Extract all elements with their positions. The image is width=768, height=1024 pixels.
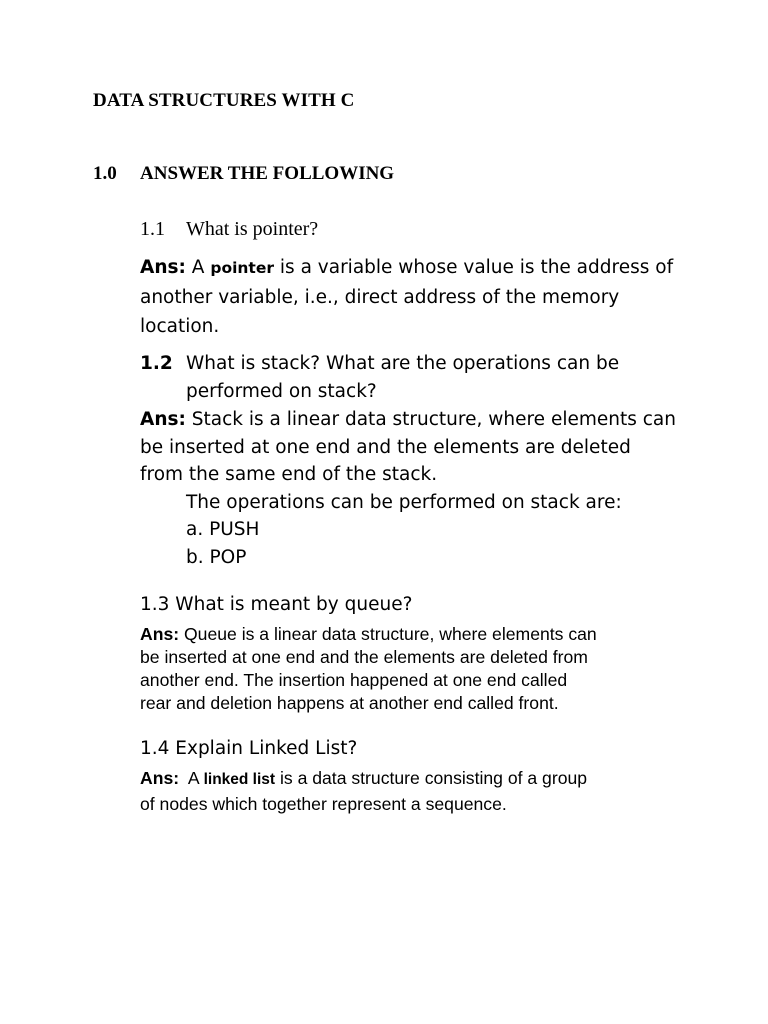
stack-operation-push: a. PUSH (186, 519, 260, 540)
question-2-text-line-2: performed on stack? (186, 381, 377, 402)
question-3-text: 1.3 What is meant by queue? (140, 594, 413, 615)
answer-2-line-1 (140, 406, 700, 434)
answer-3-line-1-rest: Queue is a linear data structure, where elements can (184, 624, 597, 644)
answer-3-line-1 (140, 623, 700, 646)
question-2-number: 1.2 (140, 353, 173, 374)
section-number: 1.0 (93, 163, 117, 184)
answer-4-line-1-rest: is a data structure consisting of a group (279, 768, 588, 788)
answer-3-line-3: another end. The insertion happened at one end called (140, 670, 568, 690)
answer-2-line-2: be inserted at one end and the elements are deleted (140, 436, 631, 458)
answer-1-line-3: location. (140, 316, 220, 337)
question-1-text: What is pointer? (186, 218, 319, 240)
answer-4-line-1 (140, 766, 700, 792)
answer-3 (140, 623, 700, 715)
answer-1-line-1-rest: is a variable whose value is the address of (279, 257, 674, 278)
answer-1-line-2: another variable, i.e., direct address of the memory (140, 287, 620, 308)
question-4-text: 1.4 Explain Linked List? (140, 738, 358, 759)
answer-3-line-2: be inserted at one end and the elements are deleted from (140, 647, 588, 667)
stack-operations-intro: The operations can be performed on stack are: (186, 491, 622, 513)
answer-label: Ans: (140, 768, 180, 788)
answer-4-line-2: of nodes which together represent a sequence. (140, 794, 507, 814)
answer-4-term: linked list (203, 771, 276, 788)
question-2-line-1 (140, 350, 700, 378)
question-1-number: 1.1 (140, 218, 165, 240)
answer-1-line-1 (140, 253, 700, 283)
stack-operation-pop: b. POP (186, 546, 247, 568)
answer-3-line-4: rear and deletion happens at another end called front. (140, 693, 559, 713)
answer-label: Ans: (140, 409, 186, 430)
answer-2 (140, 406, 700, 571)
answer-4-article: A (187, 768, 199, 788)
answer-label: Ans: (140, 257, 186, 278)
answer-2-line-3: from the same end of the stack. (140, 464, 438, 485)
section-title: ANSWER THE FOLLOWING (140, 163, 395, 184)
answer-1-term: pointer (210, 259, 275, 277)
document-title: DATA STRUCTURES WITH C (93, 90, 355, 111)
answer-label: Ans: (140, 624, 180, 644)
answer-2-line-1-rest: Stack is a linear data structure, where elements can (191, 409, 676, 430)
question-2 (140, 350, 700, 406)
answer-4 (140, 766, 700, 816)
answer-1 (140, 253, 700, 341)
answer-1-article: A (191, 257, 205, 278)
question-2-text-line-1: What is stack? What are the operations can be (186, 353, 620, 374)
